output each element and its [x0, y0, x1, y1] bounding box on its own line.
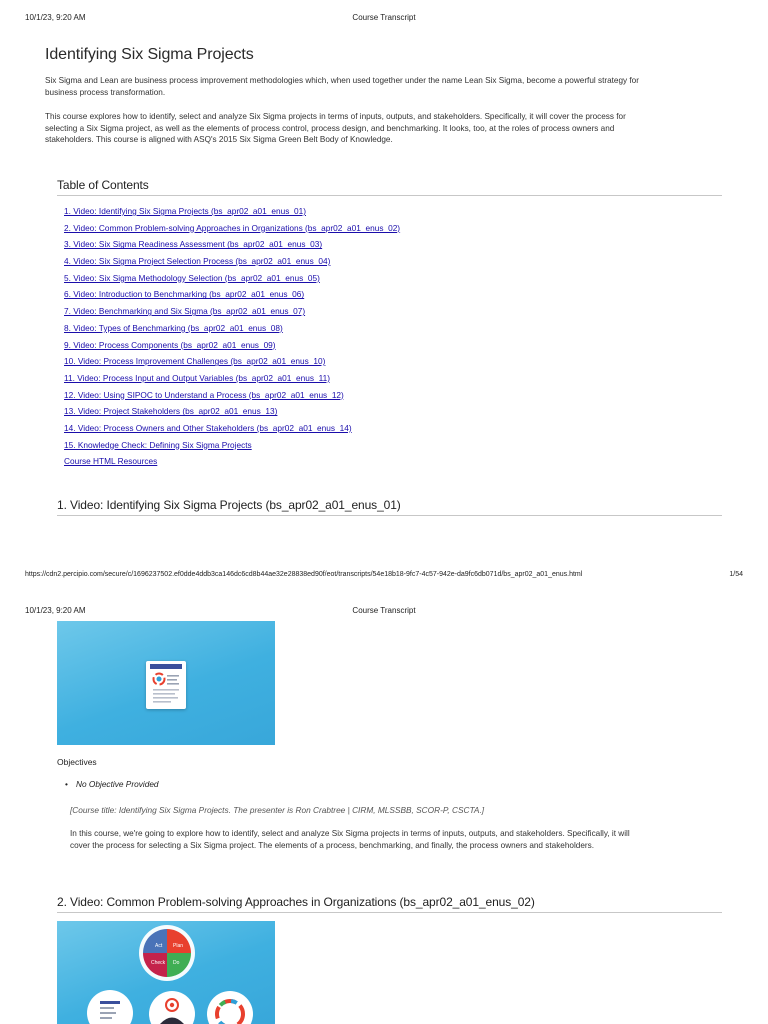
objective-item: • No Objective Provided	[76, 779, 159, 789]
pdca-act-segment	[143, 929, 167, 953]
toc-link[interactable]: 6. Video: Introduction to Benchmarking (bs_apr02_a01_enus_06)	[64, 289, 305, 300]
document-icon	[146, 661, 186, 709]
toc-link[interactable]: 1. Video: Identifying Six Sigma Projects (bs_apr02_a01_enus_01)	[64, 206, 306, 216]
toc-link[interactable]: 5. Video: Six Sigma Methodology Selection (bs_apr02_a01_enus_05)	[64, 272, 320, 283]
table-of-contents	[64, 205, 400, 472]
print-url: https://cdn2.percipio.com/secure/c/1696237502.ef0dde4ddb3ca146dc6cd8b44ae32e28838ed90f/eot/transcripts/54e18b18-9fc7-4c57-942e-da9fc6db071d/bs_apr02_a01_enus.html	[25, 571, 583, 578]
toc-link[interactable]: 8. Video: Types of Benchmarking (bs_apr02_a01_enus_08)	[64, 322, 283, 333]
pdca-check-label: Check	[151, 960, 166, 966]
print-header	[0, 13, 768, 27]
toc-link[interactable]: 11. Video: Process Input and Output Variables (bs_apr02_a01_enus_11)	[64, 372, 330, 383]
toc-link[interactable]: Course HTML Resources	[64, 456, 158, 467]
pdca-act-label: Act	[155, 943, 163, 949]
toc-link[interactable]: 2. Video: Common Problem-solving Approaches in Organizations (bs_apr02_a01_enus_02)	[64, 222, 401, 233]
toc-item	[64, 455, 400, 472]
toc-item	[64, 288, 400, 305]
pdca-do-label: Do	[173, 960, 180, 966]
toc-item	[64, 355, 400, 372]
course-intro-2: This course explores how to identify, select and analyze Six Sigma projects in terms of inputs, outputs, and stakeholders. Specifically, it will cover the process for selecting a Six Sigma project, as well as the elements of process control, process design, and benchmarking. It looks, too, at the roles of process owners and stakeholders. This course is aligned with ASQ's 2015 Six Sigma Green Belt Body of Knowledge.	[45, 112, 626, 144]
toc-link[interactable]: 9. Video: Process Components (bs_apr02_a01_enus_09)	[64, 339, 276, 350]
toc-heading: Table of Contents	[57, 178, 722, 196]
toc-item	[64, 405, 400, 422]
objectives-label: Objectives	[57, 757, 97, 767]
toc-item	[64, 339, 400, 356]
video-1-thumbnail[interactable]	[57, 621, 275, 745]
toc-item	[64, 422, 400, 439]
section-1-transcript: In this course, we're going to explore how to identify, select and analyze Six Sigma projects in terms of inputs, outputs, and stakeholders. Specifically, it will cover the process for selecting a Six Sigma project. The elements of a process, benchmarking, and finally, the process owners and stakeholders.	[70, 829, 630, 850]
toc-item	[64, 238, 400, 255]
toc-item	[64, 439, 400, 456]
toc-link[interactable]: 12. Video: Using SIPOC to Understand a Process (bs_apr02_a01_enus_12)	[64, 389, 344, 400]
toc-link[interactable]: 3. Video: Six Sigma Readiness Assessment (bs_apr02_a01_enus_03)	[64, 239, 323, 250]
print-datetime: 10/1/23, 9:20 AM	[25, 606, 86, 615]
toc-item	[64, 222, 400, 239]
pdca-cycle-illustration	[57, 921, 275, 1024]
print-title: Course Transcript	[352, 13, 416, 22]
pdca-plan-segment	[167, 929, 191, 953]
cycle-icon	[207, 991, 253, 1024]
video-2-thumbnail[interactable]	[57, 921, 275, 1024]
toc-item	[64, 305, 400, 322]
toc-item	[64, 322, 400, 339]
pdca-plan-label: Plan	[173, 943, 184, 949]
print-header-page-2	[0, 606, 768, 620]
section-2-heading: 2. Video: Common Problem-solving Approaches in Organizations (bs_apr02_a01_enus_02)	[57, 895, 722, 913]
toc-link[interactable]: 7. Video: Benchmarking and Six Sigma (bs_apr02_a01_enus_07)	[64, 306, 306, 317]
toc-item	[64, 205, 400, 222]
toc-link[interactable]: 4. Video: Six Sigma Project Selection Process (bs_apr02_a01_enus_04)	[64, 256, 331, 267]
course-intro-1: Six Sigma and Lean are business process improvement methodologies which, when used together under the name Lean Six Sigma, become a powerful strategy for business process transformation.	[45, 76, 639, 97]
page-number: 1/54	[729, 571, 743, 578]
toc-link[interactable]: 15. Knowledge Check: Defining Six Sigma Projects	[64, 439, 252, 450]
section-1-heading: 1. Video: Identifying Six Sigma Projects (bs_apr02_a01_enus_01)	[57, 498, 722, 516]
toc-item	[64, 389, 400, 406]
toc-link[interactable]: 13. Video: Project Stakeholders (bs_apr02_a01_enus_13)	[64, 406, 278, 417]
toc-item	[64, 372, 400, 389]
print-datetime: 10/1/23, 9:20 AM	[25, 13, 86, 22]
toc-link[interactable]: 14. Video: Process Owners and Other Stakeholders (bs_apr02_a01_enus_14)	[64, 422, 352, 433]
print-title: Course Transcript	[352, 606, 416, 615]
toc-item	[64, 272, 400, 289]
toc-link[interactable]: 10. Video: Process Improvement Challenges (bs_apr02_a01_enus_10)	[64, 356, 326, 367]
course-title: Identifying Six Sigma Projects	[45, 46, 254, 63]
toc-item	[64, 255, 400, 272]
presenter-note: [Course title: Identifying Six Sigma Projects. The presenter is Ron Crabtree | CIRM, MLSSBB, SCOR-P, CSCTA.]	[70, 805, 485, 815]
